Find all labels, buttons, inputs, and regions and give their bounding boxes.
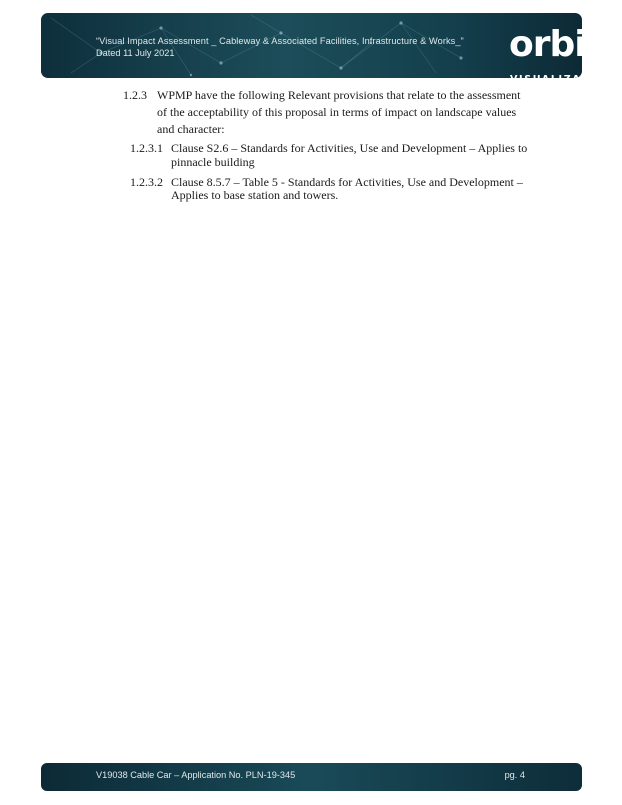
footer-reference: V19038 Cable Car – Application No. PLN-19-345 [96, 770, 296, 780]
item-text-line: Clause 8.5.7 – Table 5 - Standards for Activities, Use and Development – [171, 175, 523, 189]
item-text-line: Clause S2.6 – Standards for Activities, Use and Development – Applies to [171, 141, 528, 155]
section-text-line: WPMP have the following Relevant provisions that relate to the assessment [157, 88, 521, 102]
section-text-line: of the acceptability of this proposal in terms of impact on landscape values [157, 105, 517, 119]
section-text-line: and character: [157, 122, 225, 136]
item-text-line: Applies to base station and towers. [171, 188, 339, 202]
orbit-logo-tagline: VISUALIZATION [510, 74, 614, 85]
document-title: “Visual Impact Assessment _ Cableway & Associated Facilities, Infrastructure & Works_” [96, 36, 464, 46]
section-number: 1.2.3 [123, 88, 147, 102]
page-footer-banner [41, 763, 582, 791]
item-number: 1.2.3.2 [130, 175, 163, 189]
orbit-logo-wordmark: orbit [509, 24, 602, 65]
item-text-line: pinnacle building [171, 155, 255, 169]
document-date: Dated 11 July 2021 [96, 48, 175, 58]
page-header-banner [41, 13, 614, 85]
page-number: pg. 4 [504, 770, 525, 780]
item-number: 1.2.3.1 [130, 141, 163, 155]
